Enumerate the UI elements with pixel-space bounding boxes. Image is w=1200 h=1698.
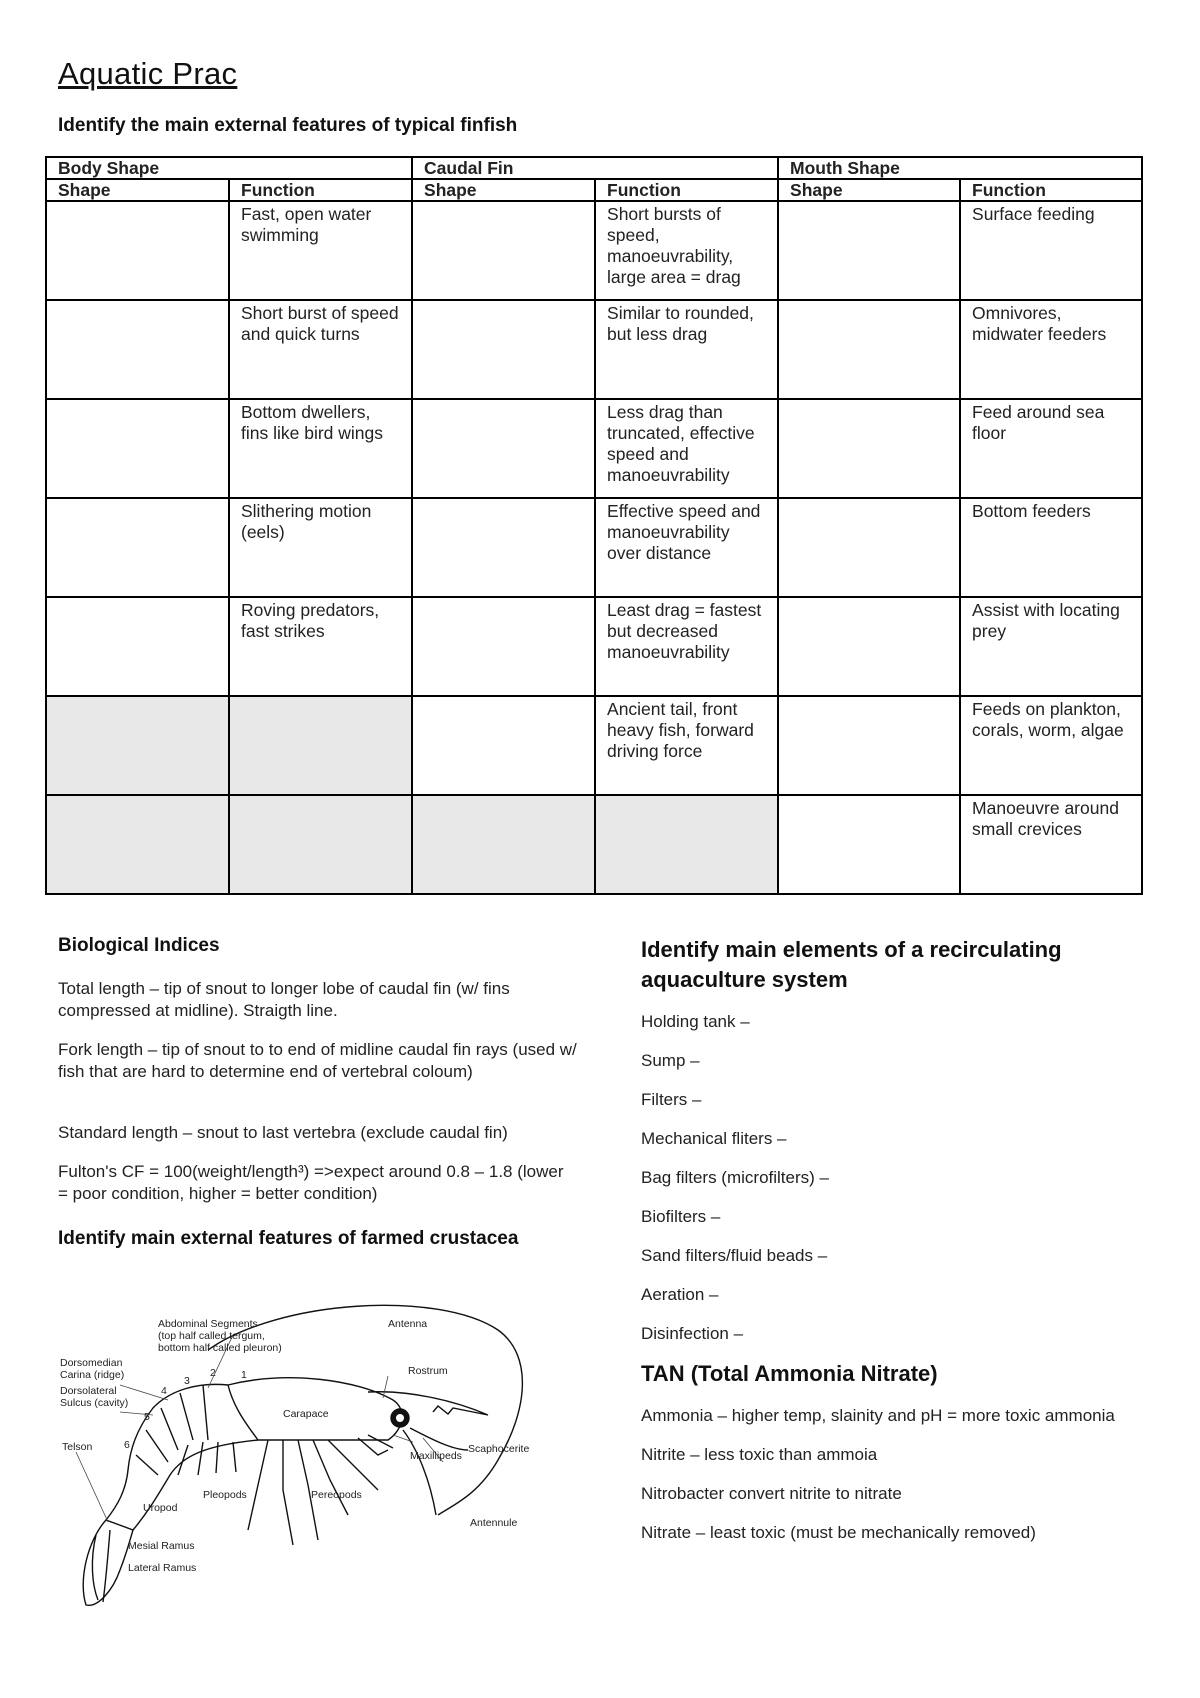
biological-indices-heading: Biological Indices xyxy=(58,935,220,956)
ras-item-biofilters: Biofilters – xyxy=(641,1207,721,1226)
caudal-shape-cell xyxy=(412,696,595,795)
body-shape-cell xyxy=(46,300,229,399)
fork-length-text: Fork length – tip of snout to to end of midline caudal fin rays (used w/ fish that are hard to determine end of vertebral coloum) xyxy=(58,1040,577,1081)
ras-item-sump: Sump – xyxy=(641,1051,700,1070)
total-length-text: Total length – tip of snout to longer lobe of caudal fin (w/ fins compressed at midline). Straigth line. xyxy=(58,979,510,1020)
caudal-function-cell: Short bursts of speed, manoeuvrability, large area = drag xyxy=(595,201,778,300)
label-uropod: Uropod xyxy=(143,1502,178,1514)
caudal-function-cell xyxy=(595,795,778,894)
segment-number-2: 2 xyxy=(210,1367,216,1379)
segment-number-6: 6 xyxy=(124,1439,130,1451)
ras-item-holding-tank: Holding tank – xyxy=(641,1012,750,1031)
prawn-diagram xyxy=(58,1290,558,1620)
mouth-shape-cell xyxy=(778,696,960,795)
col-header-shape: Shape xyxy=(46,179,229,201)
tan-heading: TAN (Total Ammonia Nitrate) xyxy=(641,1361,938,1386)
segment-number-1: 1 xyxy=(241,1369,247,1381)
mouth-shape-cell xyxy=(778,795,960,894)
label-carina: Carina (ridge) xyxy=(60,1369,125,1381)
fulton-cf-text: Fulton's CF = 100(weight/length³) =>expect around 0.8 – 1.8 (lower = poor condition, higher = better condition) xyxy=(58,1162,564,1203)
body-shape-cell xyxy=(46,795,229,894)
body-shape-cell xyxy=(46,597,229,696)
ras-item-sand-filters: Sand filters/fluid beads – xyxy=(641,1246,828,1265)
table-row xyxy=(46,696,1142,795)
mouth-function-cell: Feed around sea floor xyxy=(960,399,1142,498)
antennule xyxy=(403,1430,436,1515)
body-shape-cell xyxy=(46,498,229,597)
mouth-function-cell: Surface feeding xyxy=(960,201,1142,300)
label-lateral-ramus: Lateral Ramus xyxy=(128,1562,197,1574)
page-title: Aquatic Prac xyxy=(58,56,238,91)
tan-item-ammonia: Ammonia – higher temp, slainity and pH = more toxic ammonia xyxy=(641,1406,1115,1425)
label-maxillipeds: Maxillipeds xyxy=(410,1450,462,1462)
caudal-shape-cell xyxy=(412,201,595,300)
mouth-function-cell: Feeds on plankton, corals, worm, algae xyxy=(960,696,1142,795)
body-function-cell: Bottom dwellers, fins like bird wings xyxy=(229,399,412,498)
segment-number-4: 4 xyxy=(161,1385,167,1397)
table-column-header-row xyxy=(46,179,1142,201)
body-function-cell xyxy=(229,696,412,795)
body-function-cell: Short burst of speed and quick turns xyxy=(229,300,412,399)
tan-item-nitrate: Nitrate – least toxic (must be mechanically removed) xyxy=(641,1523,1036,1542)
finfish-table xyxy=(45,156,1143,895)
col-header-function: Function xyxy=(960,179,1142,201)
caudal-shape-cell xyxy=(412,597,595,696)
mouth-function-cell: Manoeuvre around small crevices xyxy=(960,795,1142,894)
mouth-function-cell: Bottom feeders xyxy=(960,498,1142,597)
caudal-function-cell: Similar to rounded, but less drag xyxy=(595,300,778,399)
label-mesial-ramus: Mesial Ramus xyxy=(128,1540,195,1552)
ras-item-disinfection: Disinfection – xyxy=(641,1324,744,1343)
group-body-shape: Body Shape xyxy=(46,157,412,179)
mouth-shape-cell xyxy=(778,399,960,498)
body-function-cell xyxy=(229,795,412,894)
body-function-cell: Roving predators, fast strikes xyxy=(229,597,412,696)
caudal-function-cell: Less drag than truncated, effective speed and manoeuvrability xyxy=(595,399,778,498)
segment-number-3: 3 xyxy=(184,1375,190,1387)
segment-number-5: 5 xyxy=(144,1411,150,1423)
table-row xyxy=(46,300,1142,399)
mouth-function-cell: Assist with locating prey xyxy=(960,597,1142,696)
mouth-shape-cell xyxy=(778,498,960,597)
label-abdominal-note-1: (top half called tergum, xyxy=(158,1330,265,1342)
maxillipeds xyxy=(358,1435,393,1455)
body-shape-cell xyxy=(46,201,229,300)
label-scaphocerite: Scaphocerite xyxy=(468,1443,530,1455)
label-dorsomedian: Dorsomedian xyxy=(60,1357,123,1369)
ras-item-filters: Filters – xyxy=(641,1090,702,1109)
body-shape-cell xyxy=(46,696,229,795)
mouth-shape-cell xyxy=(778,300,960,399)
table-row xyxy=(46,795,1142,894)
mouth-shape-cell xyxy=(778,597,960,696)
caudal-shape-cell xyxy=(412,795,595,894)
finfish-heading: Identify the main external features of typical finfish xyxy=(58,115,518,136)
table-row xyxy=(46,597,1142,696)
col-header-function: Function xyxy=(229,179,412,201)
caudal-function-cell: Least drag = fastest but decreased manoeuvrability xyxy=(595,597,778,696)
label-antenna: Antenna xyxy=(388,1318,428,1330)
caudal-shape-cell xyxy=(412,300,595,399)
col-header-shape: Shape xyxy=(412,179,595,201)
ras-heading: Identify main elements of a recirculating aquaculture system xyxy=(641,937,1062,992)
col-header-function: Function xyxy=(595,179,778,201)
body-function-cell: Slithering motion (eels) xyxy=(229,498,412,597)
ras-item-bag-filters: Bag filters (microfilters) – xyxy=(641,1168,829,1187)
mouth-shape-cell xyxy=(778,201,960,300)
table-group-header-row xyxy=(46,157,1142,179)
tail-fan xyxy=(83,1520,133,1605)
col-header-shape: Shape xyxy=(778,179,960,201)
rostrum-outline xyxy=(368,1392,488,1415)
table-row xyxy=(46,498,1142,597)
table-row xyxy=(46,399,1142,498)
group-caudal-fin: Caudal Fin xyxy=(412,157,778,179)
ras-item-aeration: Aeration – xyxy=(641,1285,719,1304)
caudal-function-cell: Ancient tail, front heavy fish, forward driving force xyxy=(595,696,778,795)
label-antennule: Antennule xyxy=(470,1517,518,1529)
crustacea-heading: Identify main external features of farmed crustacea xyxy=(58,1228,519,1249)
caudal-function-cell: Effective speed and manoeuvrability over distance xyxy=(595,498,778,597)
standard-length-text: Standard length – snout to last vertebra (exclude caudal fin) xyxy=(58,1123,508,1142)
ras-item-mechanical-filters: Mechanical fliters – xyxy=(641,1129,787,1148)
group-mouth-shape: Mouth Shape xyxy=(778,157,1142,179)
tan-item-nitrobacter: Nitrobacter convert nitrite to nitrate xyxy=(641,1484,902,1503)
body-shape-cell xyxy=(46,399,229,498)
tan-item-nitrite: Nitrite – less toxic than ammoia xyxy=(641,1445,878,1464)
caudal-shape-cell xyxy=(412,498,595,597)
table-row xyxy=(46,201,1142,300)
label-carapace: Carapace xyxy=(283,1408,329,1420)
label-sulcus: Sulcus (cavity) xyxy=(60,1397,129,1409)
label-abdominal-note-2: bottom half called pleuron) xyxy=(158,1342,282,1354)
label-telson: Telson xyxy=(62,1441,93,1453)
label-abdominal-segments: Abdominal Segments xyxy=(158,1318,258,1330)
caudal-shape-cell xyxy=(412,399,595,498)
label-dorsolateral: Dorsolateral xyxy=(60,1385,117,1397)
label-pereopods: Pereopods xyxy=(311,1489,362,1501)
body-function-cell: Fast, open water swimming xyxy=(229,201,412,300)
label-pleopods: Pleopods xyxy=(203,1489,247,1501)
label-rostrum: Rostrum xyxy=(408,1365,448,1377)
mouth-function-cell: Omnivores, midwater feeders xyxy=(960,300,1142,399)
